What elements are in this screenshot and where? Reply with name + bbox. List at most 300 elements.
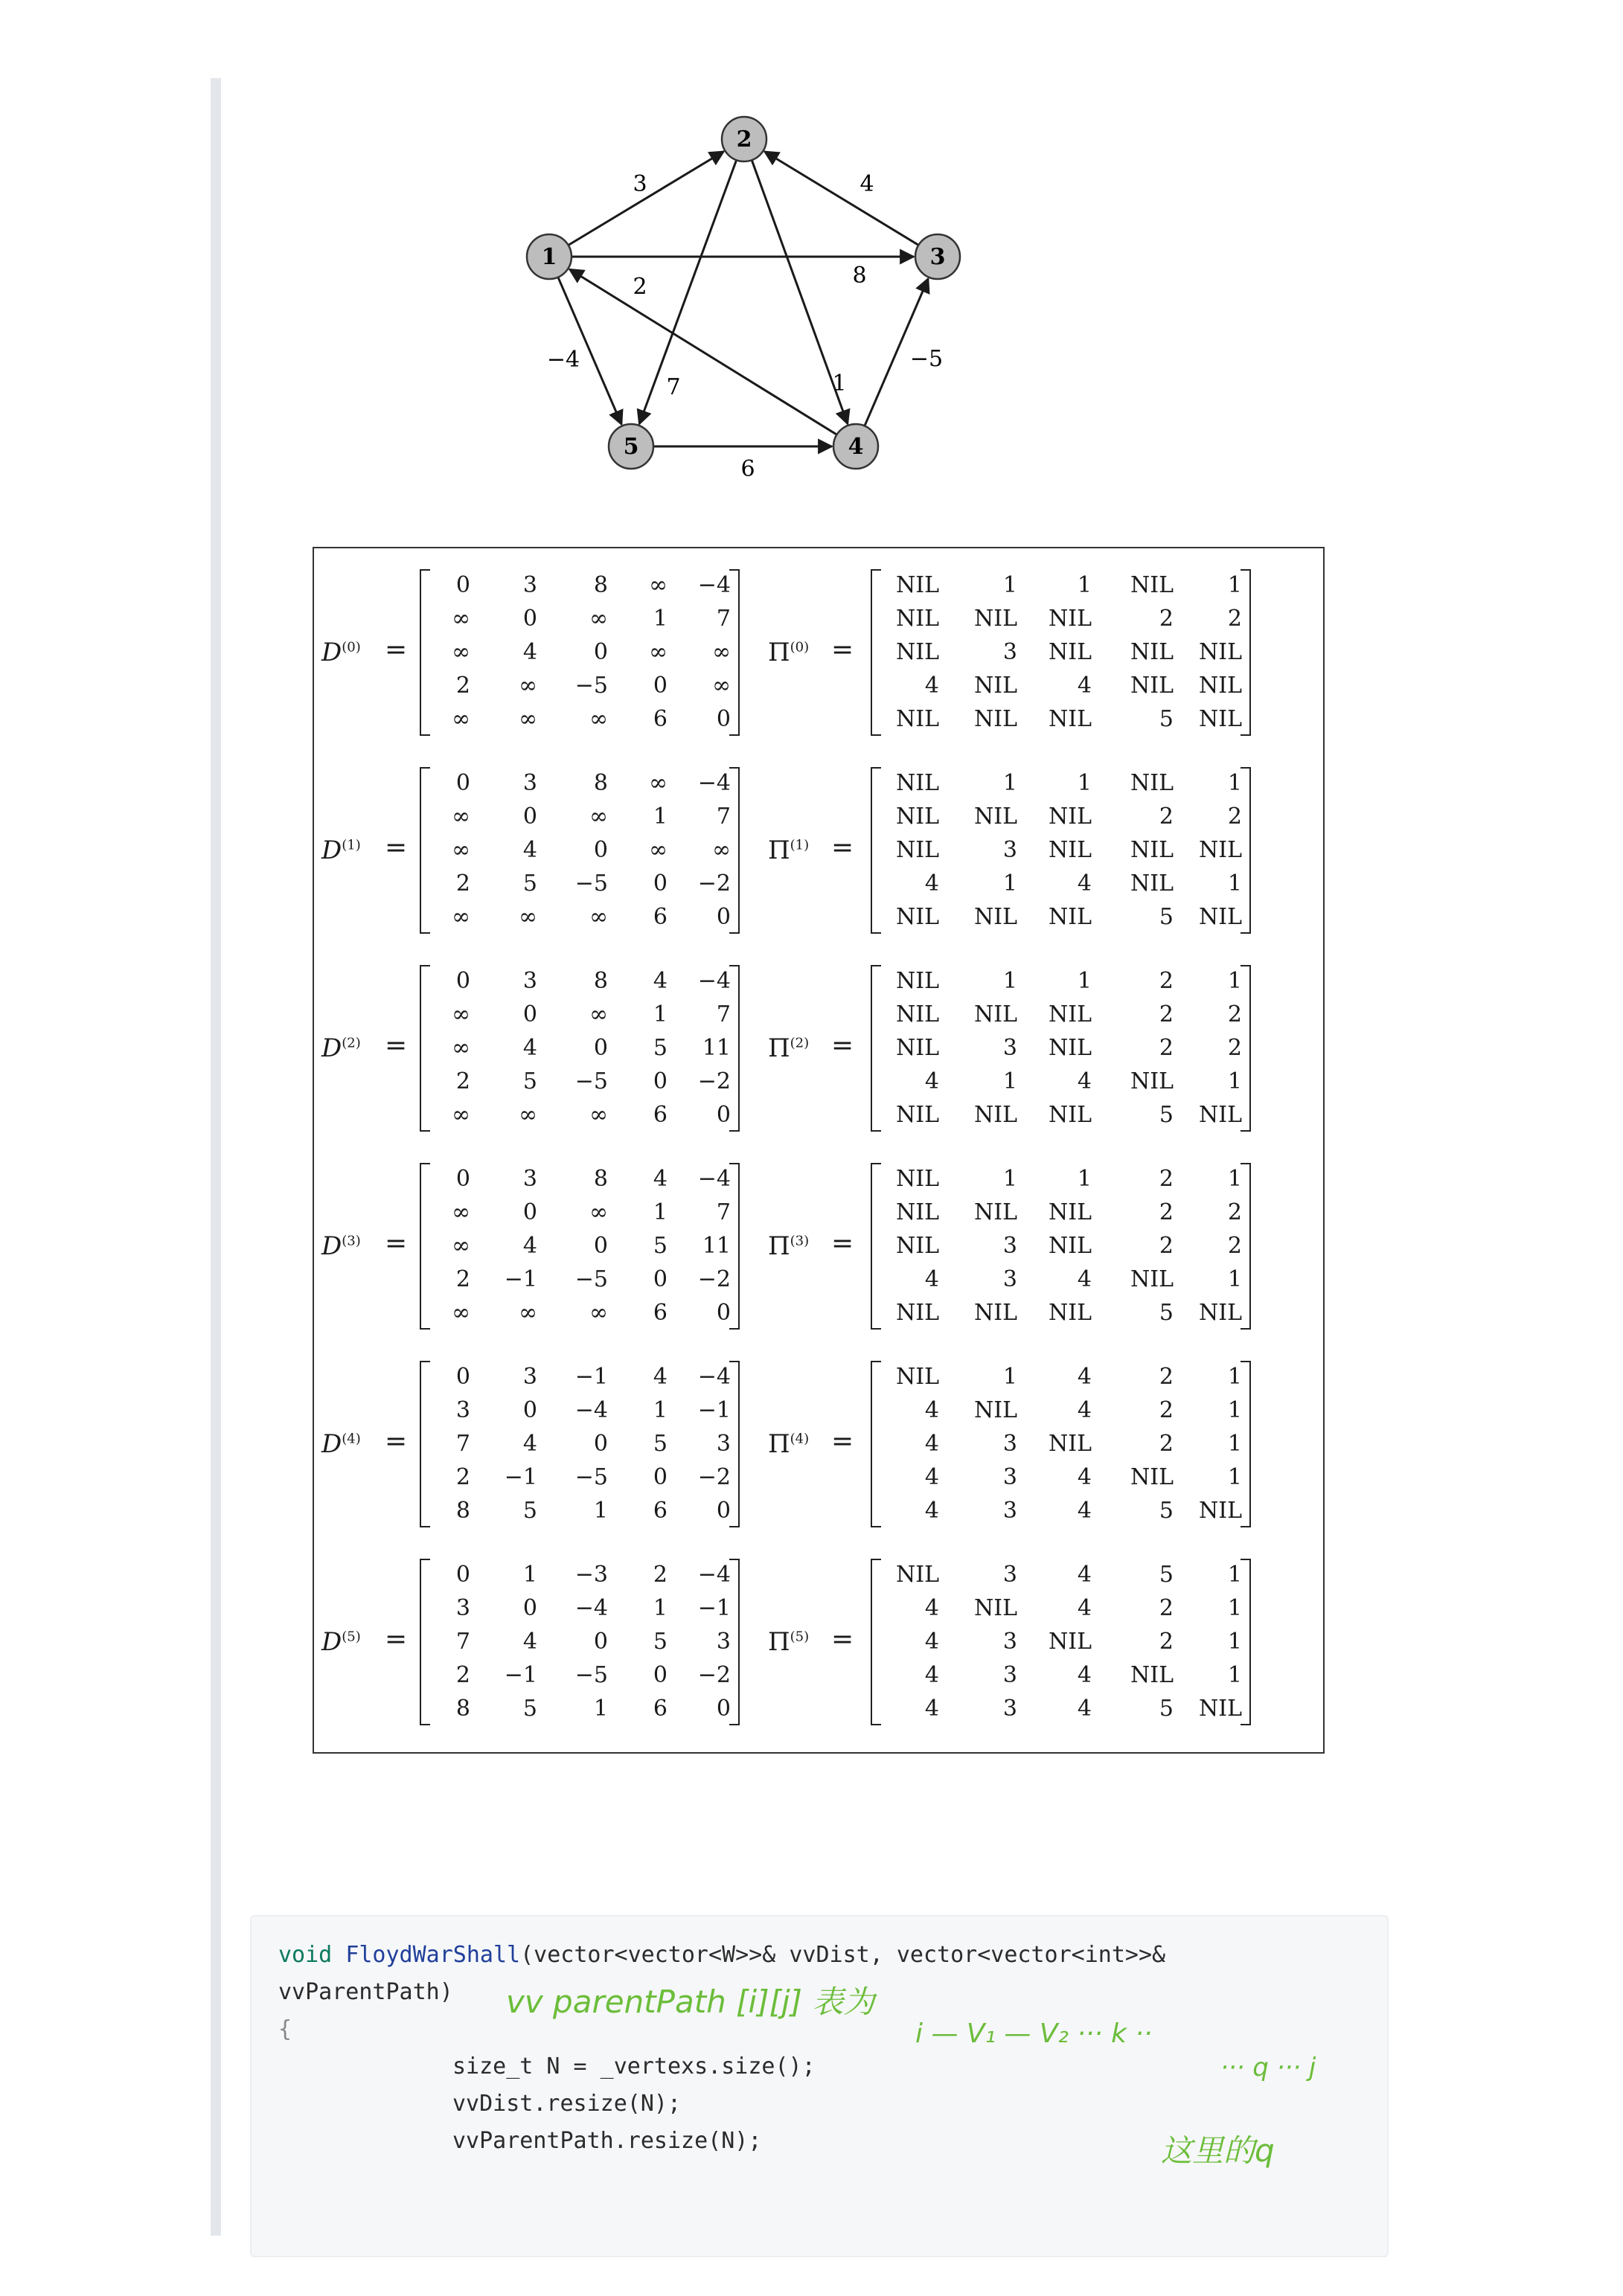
matrix-cell: ∞ xyxy=(589,606,608,632)
matrix-cell: 3 xyxy=(522,572,537,599)
matrix-row xyxy=(874,1263,1246,1296)
matrix-cell: NIL xyxy=(1130,672,1174,699)
matrix-cell: 0 xyxy=(455,1364,470,1391)
matrix-cell: 1 xyxy=(1227,1068,1242,1094)
matrix-cell: 1 xyxy=(1002,968,1017,995)
matrix-row xyxy=(426,669,738,702)
matrix-cell: −4 xyxy=(697,968,731,995)
matrix-cell: 8 xyxy=(593,770,608,797)
matrix-cell: 8 xyxy=(455,1695,470,1722)
d-matrix-name: $D^{(0)}$ xyxy=(321,638,361,667)
matrix-cell: ∞ xyxy=(452,1034,470,1061)
matrix-row xyxy=(874,1658,1246,1692)
matrix-cell: 1 xyxy=(593,1695,608,1722)
matrix-cell: ∞ xyxy=(452,638,470,665)
matrix-cell: ∞ xyxy=(649,638,668,665)
matrix-cell: 1 xyxy=(1002,1166,1017,1193)
matrix-row xyxy=(874,636,1246,670)
d-matrix-name: $D^{(1)}$ xyxy=(321,836,361,865)
matrix-cell: 11 xyxy=(702,1232,731,1259)
matrix-cell: 2 xyxy=(1227,804,1242,830)
matrix-cell: 3 xyxy=(1002,836,1017,863)
matrix-row xyxy=(874,834,1246,868)
handwriting-note-2: i — V₁ — V₂ ··· k ·· xyxy=(915,2018,1153,2049)
matrix-cell: NIL xyxy=(1198,672,1242,699)
matrix-cell: 1 xyxy=(1227,1661,1242,1688)
matrix-row xyxy=(426,801,738,834)
matrix-cell: 3 xyxy=(716,1628,731,1655)
matrix-cell: NIL xyxy=(1130,770,1174,797)
matrix-cell: 8 xyxy=(593,968,608,995)
matrix-cell: 1 xyxy=(1002,572,1017,599)
matrix-row xyxy=(874,867,1246,900)
d-matrix xyxy=(426,1361,738,1527)
matrix-row xyxy=(426,1032,738,1065)
matrix-cell: NIL xyxy=(1048,1628,1092,1655)
edge-weight-label: −4 xyxy=(546,347,580,373)
matrix-cell: 4 xyxy=(522,638,537,665)
matrix-row xyxy=(426,1559,738,1592)
matrix-cell: NIL xyxy=(1130,1463,1174,1490)
matrix-cell: NIL xyxy=(1130,836,1174,863)
matrix-cell: 0 xyxy=(522,1595,537,1622)
matrix-cell: 1 xyxy=(1227,1397,1242,1424)
matrix-row xyxy=(874,998,1246,1032)
matrix-cell: 1 xyxy=(1227,870,1242,897)
matrix-cell: ∞ xyxy=(589,1199,608,1226)
matrix-cell: 5 xyxy=(653,1232,668,1259)
matrix-cell: 4 xyxy=(522,836,537,863)
code-line-5: vvDist.resize(N); xyxy=(452,2091,682,2117)
d-matrix-name: $D^{(3)}$ xyxy=(321,1231,361,1261)
matrix-cell: 4 xyxy=(522,1034,537,1061)
matrix-cell: NIL xyxy=(895,638,939,665)
matrix-cell: 0 xyxy=(716,1497,731,1524)
matrix-cell: 4 xyxy=(924,1266,939,1292)
matrix-cell: NIL xyxy=(1048,1232,1092,1259)
matrix-cell: 2 xyxy=(455,1661,470,1688)
matrix-cell: −2 xyxy=(697,870,731,897)
matrix-row xyxy=(426,1658,738,1692)
matrix-cell: 5 xyxy=(522,1497,537,1524)
matrix-cell: 4 xyxy=(924,1068,939,1094)
matrix-cell: NIL xyxy=(1048,1430,1092,1457)
matrix-cell: 3 xyxy=(1002,1232,1017,1259)
matrix-cell: 2 xyxy=(1159,804,1174,830)
code-line-3: { xyxy=(278,2016,292,2042)
matrix-cell: 5 xyxy=(653,1628,668,1655)
matrix-cell: −2 xyxy=(697,1463,731,1490)
matrix-cell: 2 xyxy=(1159,1397,1174,1424)
code-function-name: FloydWarShall xyxy=(345,1942,521,1968)
matrix-cell: 1 xyxy=(1227,1595,1242,1622)
matrix-cell: ∞ xyxy=(649,572,668,599)
matrix-cell: 7 xyxy=(716,804,731,830)
pi-matrix xyxy=(874,1163,1246,1330)
matrix-cell: 1 xyxy=(1227,1562,1242,1588)
matrix-cell: −5 xyxy=(574,672,608,699)
matrix-cell: ∞ xyxy=(649,836,668,863)
matrix-cell: NIL xyxy=(1048,638,1092,665)
matrix-cell: 7 xyxy=(716,1199,731,1226)
matrix-row xyxy=(874,1196,1246,1230)
equals-sign: = xyxy=(831,635,854,665)
matrix-row xyxy=(426,1460,738,1494)
matrix-cell: 0 xyxy=(653,672,668,699)
matrix-cell: NIL xyxy=(1198,705,1242,732)
matrix-row xyxy=(426,636,738,670)
matrix-cell: 8 xyxy=(455,1497,470,1524)
matrix-cell: 0 xyxy=(653,1068,668,1094)
matrix-cell: NIL xyxy=(1048,1101,1092,1128)
matrix-cell: 4 xyxy=(1077,1497,1092,1524)
matrix-cell: 6 xyxy=(653,1299,668,1326)
matrix-cell: 0 xyxy=(593,638,608,665)
matrix-cell: ∞ xyxy=(452,1101,470,1128)
edge-weight-label: 2 xyxy=(633,274,647,300)
matrix-cell: 1 xyxy=(1002,770,1017,797)
matrix-cell: ∞ xyxy=(649,770,668,797)
matrix-cell: 1 xyxy=(1227,1266,1242,1292)
matrix-cell: 0 xyxy=(716,1299,731,1326)
matrix-cell: 2 xyxy=(1159,1430,1174,1457)
matrix-cell: −1 xyxy=(504,1266,537,1292)
matrix-cell: 7 xyxy=(455,1628,470,1655)
equals-sign: = xyxy=(385,1426,408,1457)
matrix-cell: ∞ xyxy=(589,804,608,830)
matrix-cell: NIL xyxy=(1048,606,1092,632)
matrix-cell: 2 xyxy=(455,1068,470,1094)
matrix-cell: 1 xyxy=(522,1562,537,1588)
matrix-cell: 1 xyxy=(1077,770,1092,797)
matrix-cell: NIL xyxy=(1198,1299,1242,1326)
matrix-row xyxy=(426,965,738,998)
matrix-cell: NIL xyxy=(1048,705,1092,732)
matrix-cell: 0 xyxy=(455,968,470,995)
matrix-row xyxy=(426,603,738,636)
matrix-row xyxy=(426,1230,738,1263)
matrix-cell: 2 xyxy=(1159,1364,1174,1391)
matrix-cell: ∞ xyxy=(519,1101,537,1128)
matrix-cell: 4 xyxy=(1077,1562,1092,1588)
matrix-cell: 0 xyxy=(522,606,537,632)
d-matrix xyxy=(426,569,738,736)
matrix-cell: 0 xyxy=(653,870,668,897)
matrix-cell: 3 xyxy=(522,1166,537,1193)
matrix-cell: 7 xyxy=(716,1001,731,1028)
matrix-row xyxy=(426,834,738,868)
matrix-cell: −4 xyxy=(697,1562,731,1588)
matrix-cell: 2 xyxy=(1159,1001,1174,1028)
matrix-row xyxy=(874,1032,1246,1065)
matrix-cell: 4 xyxy=(924,1661,939,1688)
matrix-cell: ∞ xyxy=(452,1001,470,1028)
matrix-cell: 2 xyxy=(1159,606,1174,632)
matrix-cell: 3 xyxy=(522,1364,537,1391)
equals-sign: = xyxy=(385,833,408,863)
matrix-row xyxy=(426,998,738,1032)
matrix-cell: NIL xyxy=(895,1299,939,1326)
matrix-cell: 3 xyxy=(1002,638,1017,665)
matrix-cell: −3 xyxy=(574,1562,608,1588)
matrix-cell: 4 xyxy=(924,1595,939,1622)
matrix-cell: NIL xyxy=(973,672,1017,699)
matrix-cell: 6 xyxy=(653,1695,668,1722)
matrix-cell: 4 xyxy=(653,968,668,995)
matrix-row xyxy=(426,702,738,736)
matrix-cell: 3 xyxy=(1002,1266,1017,1292)
matrix-cell: 0 xyxy=(593,1628,608,1655)
matrix-cell: 0 xyxy=(455,572,470,599)
handwriting-note-4: 这里的q xyxy=(1161,2132,1275,2169)
matrix-cell: 5 xyxy=(1159,1299,1174,1326)
matrix-cell: ∞ xyxy=(712,638,731,665)
matrix-cell: NIL xyxy=(895,804,939,830)
matrix-cell: 3 xyxy=(455,1595,470,1622)
matrix-row xyxy=(426,1494,738,1527)
matrix-cell: 4 xyxy=(924,870,939,897)
matrix-cell: −4 xyxy=(697,770,731,797)
matrix-cell: ∞ xyxy=(452,705,470,732)
matrix-cell: −4 xyxy=(697,1364,731,1391)
matrix-cell: ∞ xyxy=(452,804,470,830)
matrix-cell: 0 xyxy=(593,1430,608,1457)
matrix-cell: ∞ xyxy=(589,1299,608,1326)
matrix-row xyxy=(874,603,1246,636)
matrix-cell: NIL xyxy=(1048,836,1092,863)
matrix-row xyxy=(874,569,1246,603)
matrix-cell: 4 xyxy=(522,1628,537,1655)
matrix-cell: NIL xyxy=(1198,1497,1242,1524)
matrix-cell: 4 xyxy=(1077,1364,1092,1391)
d-matrix xyxy=(426,1163,738,1330)
equals-sign: = xyxy=(831,1426,854,1457)
matrix-cell: 3 xyxy=(1002,1430,1017,1457)
matrix-cell: 4 xyxy=(924,1430,939,1457)
matrix-cell: 1 xyxy=(1227,1364,1242,1391)
matrix-cell: 4 xyxy=(924,1463,939,1490)
matrix-row-0 xyxy=(314,554,1323,752)
matrix-cell: −5 xyxy=(574,1266,608,1292)
matrix-cell: −1 xyxy=(504,1661,537,1688)
matrix-cell: 0 xyxy=(522,1397,537,1424)
matrix-cell: −4 xyxy=(697,572,731,599)
matrix-row xyxy=(874,1361,1246,1394)
matrix-cell: NIL xyxy=(1048,903,1092,930)
matrix-cell: 2 xyxy=(1159,1595,1174,1622)
matrix-cell: NIL xyxy=(1130,1661,1174,1688)
matrix-cell: NIL xyxy=(973,1299,1017,1326)
matrix-cell: NIL xyxy=(895,1034,939,1061)
matrix-cell: 1 xyxy=(653,1397,668,1424)
matrix-cell: ∞ xyxy=(519,705,537,732)
matrix-cell: −2 xyxy=(697,1661,731,1688)
matrix-cell: NIL xyxy=(1198,1101,1242,1128)
matrix-row xyxy=(426,1361,738,1394)
matrix-cell: 6 xyxy=(653,705,668,732)
matrix-cell: 4 xyxy=(924,672,939,699)
matrix-cell: 3 xyxy=(1002,1695,1017,1722)
matrix-cell: 7 xyxy=(455,1430,470,1457)
matrix-cell: 0 xyxy=(716,1101,731,1128)
matrix-cell: 3 xyxy=(1002,1628,1017,1655)
matrix-cell: −1 xyxy=(697,1397,731,1424)
pi-matrix-name: $\Pi^{(5)}$ xyxy=(768,1627,810,1657)
matrix-cell: 3 xyxy=(522,968,537,995)
matrix-cell: 5 xyxy=(1159,1101,1174,1128)
bracket-right xyxy=(729,767,740,934)
d-matrix-name: $D^{(5)}$ xyxy=(321,1627,361,1657)
pi-matrix xyxy=(874,965,1246,1132)
matrix-cell: NIL xyxy=(973,903,1017,930)
matrix-cell: NIL xyxy=(895,770,939,797)
matrix-cell: 0 xyxy=(522,1199,537,1226)
graph-node-label: 5 xyxy=(623,434,639,460)
matrix-cell: 5 xyxy=(1159,1562,1174,1588)
matrix-cell: NIL xyxy=(895,606,939,632)
matrix-row xyxy=(426,569,738,603)
matrix-row xyxy=(426,1263,738,1296)
matrix-row xyxy=(426,1592,738,1626)
edge-weight-label: 1 xyxy=(832,371,847,397)
matrix-row xyxy=(426,767,738,801)
matrix-cell: −2 xyxy=(697,1266,731,1292)
bracket-right xyxy=(1241,965,1251,1132)
matrix-row xyxy=(874,1626,1246,1659)
matrix-cell: ∞ xyxy=(589,705,608,732)
edge-weight-label: −5 xyxy=(909,346,944,372)
graph-edge-2-5 xyxy=(639,160,737,424)
matrix-row xyxy=(874,801,1246,834)
matrix-cell: 2 xyxy=(455,1266,470,1292)
matrix-cell: 6 xyxy=(653,1101,668,1128)
matrix-cell: 1 xyxy=(653,606,668,632)
edge-weight-label: 8 xyxy=(852,263,867,289)
matrix-row xyxy=(874,900,1246,934)
graph-edge-3-2 xyxy=(764,152,918,246)
matrix-cell: 1 xyxy=(1227,572,1242,599)
bracket-right xyxy=(1241,569,1251,736)
matrix-cell: 3 xyxy=(1002,1034,1017,1061)
matrix-cell: 2 xyxy=(1227,1001,1242,1028)
matrix-cell: 2 xyxy=(653,1562,668,1588)
matrix-cell: NIL xyxy=(1130,1266,1174,1292)
matrix-cell: NIL xyxy=(1198,836,1242,863)
matrix-cell: 0 xyxy=(716,1695,731,1722)
matrix-cell: 6 xyxy=(653,903,668,930)
matrix-cell: 2 xyxy=(455,672,470,699)
pi-matrix xyxy=(874,1559,1246,1725)
bracket-right xyxy=(729,1559,740,1725)
matrix-row-5 xyxy=(314,1544,1323,1742)
bracket-right xyxy=(1241,1163,1251,1330)
matrix-cell: 4 xyxy=(1077,1068,1092,1094)
pi-matrix-name: $\Pi^{(0)}$ xyxy=(768,638,810,667)
pi-matrix xyxy=(874,1361,1246,1527)
matrix-cell: 2 xyxy=(1159,1199,1174,1226)
matrix-cell: 4 xyxy=(1077,1266,1092,1292)
matrix-cell: 5 xyxy=(653,1034,668,1061)
matrix-cell: NIL xyxy=(1198,903,1242,930)
matrix-row xyxy=(426,1428,738,1461)
d-matrix-name: $D^{(4)}$ xyxy=(321,1429,361,1459)
matrix-cell: 1 xyxy=(653,1199,668,1226)
matrix-row xyxy=(874,1098,1246,1132)
matrix-cell: 1 xyxy=(1002,1364,1017,1391)
equals-sign: = xyxy=(385,1030,408,1061)
matrix-cell: 4 xyxy=(924,1628,939,1655)
matrix-cell: ∞ xyxy=(519,903,537,930)
matrix-cell: 6 xyxy=(653,1497,668,1524)
matrix-cell: NIL xyxy=(895,1001,939,1028)
matrix-row xyxy=(874,1592,1246,1626)
matrix-cell: 11 xyxy=(702,1034,731,1061)
matrix-cell: ∞ xyxy=(452,836,470,863)
matrix-row xyxy=(426,1098,738,1132)
equals-sign: = xyxy=(385,635,408,665)
matrix-row xyxy=(874,1692,1246,1725)
matrix-cell: 3 xyxy=(455,1397,470,1424)
matrix-row xyxy=(426,1196,738,1230)
matrix-cell: 1 xyxy=(1227,1166,1242,1193)
d-matrix xyxy=(426,965,738,1132)
matrix-row xyxy=(874,1394,1246,1428)
matrix-cell: NIL xyxy=(973,804,1017,830)
matrix-cell: 1 xyxy=(1077,968,1092,995)
matrix-row xyxy=(426,1692,738,1725)
matrix-cell: −4 xyxy=(697,1166,731,1193)
matrix-cell: 0 xyxy=(522,1001,537,1028)
matrix-cell: NIL xyxy=(1048,1001,1092,1028)
edge-weight-label: 4 xyxy=(859,171,874,197)
equals-sign: = xyxy=(831,1030,854,1061)
matrix-cell: NIL xyxy=(895,903,939,930)
matrix-cell: 1 xyxy=(593,1497,608,1524)
handwriting-note-3: ··· q ··· j xyxy=(1220,2053,1316,2082)
matrix-cell: 0 xyxy=(455,1166,470,1193)
matrix-cell: 4 xyxy=(1077,1397,1092,1424)
matrix-cell: 3 xyxy=(1002,1497,1017,1524)
matrix-cell: 4 xyxy=(1077,1695,1092,1722)
matrix-cell: 2 xyxy=(1227,1034,1242,1061)
matrix-cell: NIL xyxy=(1048,1299,1092,1326)
matrix-row-4 xyxy=(314,1346,1323,1544)
matrix-cell: 1 xyxy=(653,1001,668,1028)
edge-weight-label: 3 xyxy=(633,171,647,197)
matrix-row xyxy=(874,1494,1246,1527)
matrix-row-1 xyxy=(314,752,1323,950)
bracket-right xyxy=(1241,1559,1251,1725)
matrix-cell: NIL xyxy=(895,836,939,863)
bracket-right xyxy=(729,569,740,736)
matrix-cell: 4 xyxy=(924,1497,939,1524)
matrix-cell: 0 xyxy=(593,836,608,863)
pi-matrix-name: $\Pi^{(4)}$ xyxy=(768,1429,810,1459)
matrix-cell: 1 xyxy=(1227,1463,1242,1490)
matrix-cell: 5 xyxy=(1159,705,1174,732)
matrix-cell: 0 xyxy=(593,1232,608,1259)
code-keyword: void xyxy=(278,1942,333,1968)
matrix-cell: NIL xyxy=(895,1166,939,1193)
matrix-cell: 1 xyxy=(1002,1068,1017,1094)
matrix-cell: 3 xyxy=(1002,1661,1017,1688)
matrix-cell: 2 xyxy=(1159,1166,1174,1193)
matrix-cell: NIL xyxy=(1198,1695,1242,1722)
matrix-cell: 5 xyxy=(1159,1497,1174,1524)
pi-matrix xyxy=(874,569,1246,736)
graph-diagram xyxy=(484,97,1005,513)
matrix-cell: ∞ xyxy=(452,1199,470,1226)
